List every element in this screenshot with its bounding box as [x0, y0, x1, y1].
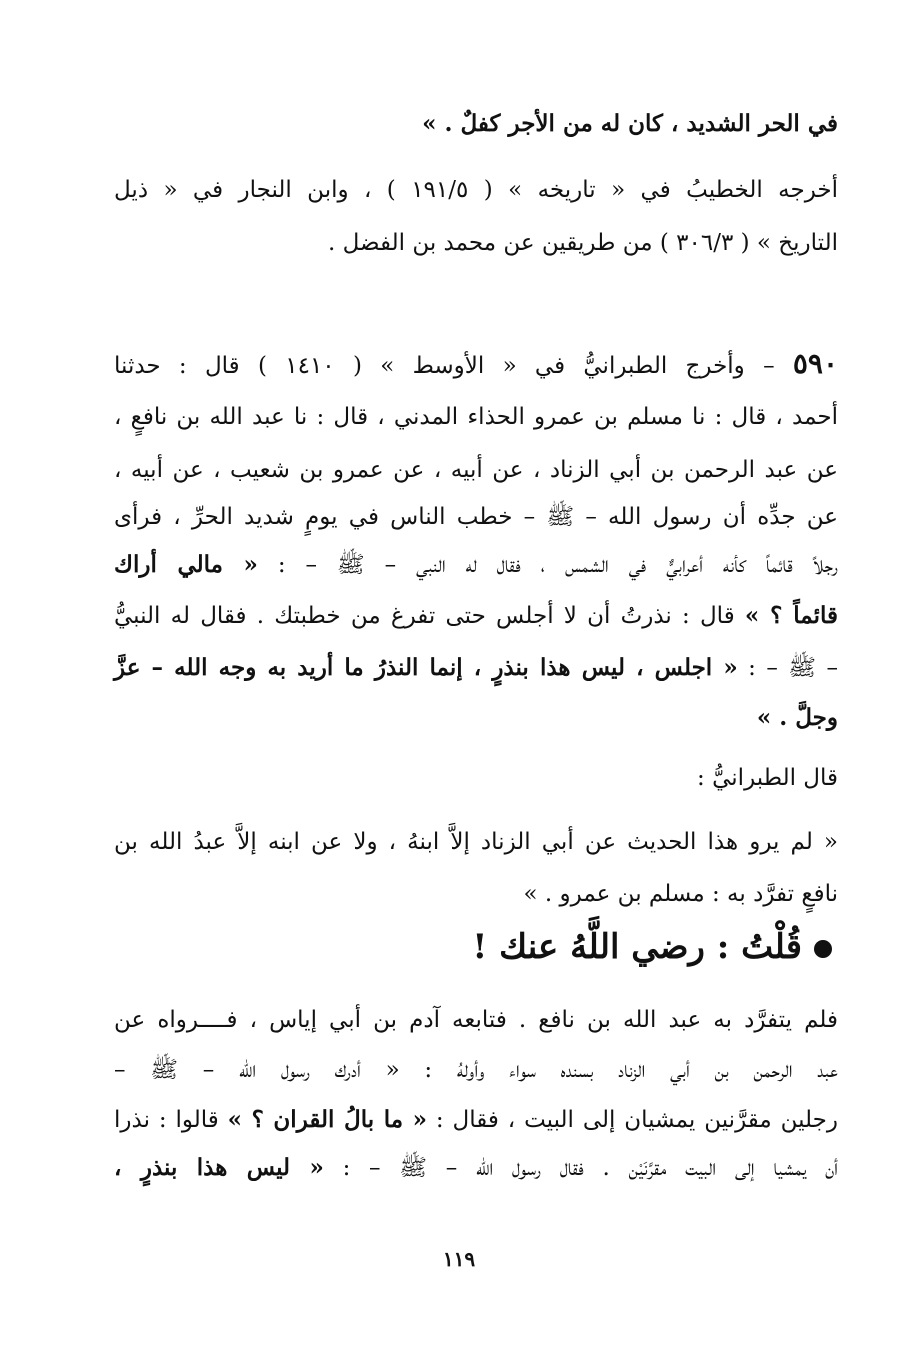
bold-text-segment: « مالي أراك	[114, 551, 258, 578]
text-segment: عبد الرحمن بن أبي الزناد بسنده سواء وأولهُ : « أدرك رسول الله – ﷺ –	[114, 1057, 838, 1083]
text-segment: أحمد ، قال : نا مسلم بن عمرو الحذاء المدني ، قال : نا عبد الله بن نافعٍ ،	[114, 404, 838, 430]
text-segment: – وأخرج الطبرانيُّ في « الأوسط » ( ١٤١٠ ) قال : حدثنا	[114, 353, 775, 379]
bullet-icon	[814, 940, 832, 958]
text-line	[114, 397, 838, 437]
text-line	[114, 648, 838, 688]
text-segment: أن يمشيا إلى البيت مقرَّنَيْن . فقال رسول الله – ﷺ – :	[323, 1155, 838, 1181]
text-line	[114, 1148, 838, 1188]
bold-text-segment: في الحر الشديد ، كان له من الأجر كفلٌ . »	[422, 110, 838, 137]
tabarani-label: قال الطبرانيُّ :	[697, 765, 838, 791]
qultu-heading	[472, 922, 832, 972]
text-line	[114, 698, 838, 738]
bold-text-segment: « ما بالُ القران ؟ »	[227, 1106, 427, 1133]
bold-text-segment: قائماً ؟ »	[744, 602, 838, 629]
text-line	[114, 104, 838, 144]
text-segment: التاريخ » ( ٣٠٦/٣ ) من طريقين عن محمد بن الفضل .	[327, 230, 838, 256]
text-segment: رجلاً قائماً كأنه أعرابيٌّ في الشمس ، فقال له النبي – ﷺ – :	[257, 552, 838, 578]
bold-text-segment: « ليس هذا بنذرٍ ،	[114, 1154, 324, 1181]
text-line	[114, 1000, 838, 1040]
text-segment: فلم يتفرَّد به عبد الله بن نافع . فتابعه آدم بن أبي إياس ، فــــرواه عن	[114, 1007, 838, 1033]
hadith-first-line	[114, 344, 838, 386]
text-segment: عن عبد الرحمن بن أبي الزناد ، عن أبيه ، عن عمرو بن شعيب ، عن أبيه ،	[114, 457, 838, 483]
text-segment: – ﷺ – :	[737, 655, 838, 681]
hadith-line-rest	[114, 353, 775, 379]
text-segment: قال : نذرتُ أن لا أجلس حتى تفرغ من خطبتك . فقال له النبيُّ	[114, 603, 745, 629]
text-segment: رجلين مقرَّنين يمشيان إلى البيت ، فقال :	[427, 1107, 838, 1133]
text-segment: « لم يرو هذا الحديث عن أبي الزناد إلاَّ ابنهُ ، ولا عن ابنه إلاَّ عبدُ الله بن	[114, 829, 838, 855]
hadith-number: ٥٩٠	[792, 347, 838, 380]
text-line	[114, 223, 838, 263]
text-line	[114, 596, 838, 636]
text-line	[114, 497, 838, 537]
text-line	[114, 1100, 838, 1140]
page-number: ١١٩	[442, 1247, 476, 1271]
text-segment: نافعٍ تفرَّد به : مسلم بن عمرو . »	[523, 881, 838, 907]
text-segment: عن جدِّه أن رسول الله – ﷺ – خطب الناس في يومٍ شديد الحرِّ ، فرأى	[114, 504, 838, 530]
bold-text-segment: « اجلس ، ليس هذا بنذرٍ ، إنما النذرُ ما أريد به وجه الله – عزَّ	[114, 654, 738, 681]
qultu-heading-text: قُلْتُ : رضي اللَّهُ عنك !	[472, 927, 802, 967]
text-line	[114, 170, 838, 210]
bold-text-segment: وجلَّ . »	[756, 704, 838, 731]
text-segment: أخرجه الخطيبُ في « تاريخه » ( ١٩١/٥ ) ، وابن النجار في « ذيل	[114, 177, 838, 203]
text-line	[114, 450, 838, 490]
text-segment: قالوا : نذرا	[114, 1107, 228, 1133]
text-line	[114, 1050, 838, 1090]
text-line	[114, 545, 838, 585]
text-line	[114, 822, 838, 862]
text-line	[114, 874, 838, 914]
